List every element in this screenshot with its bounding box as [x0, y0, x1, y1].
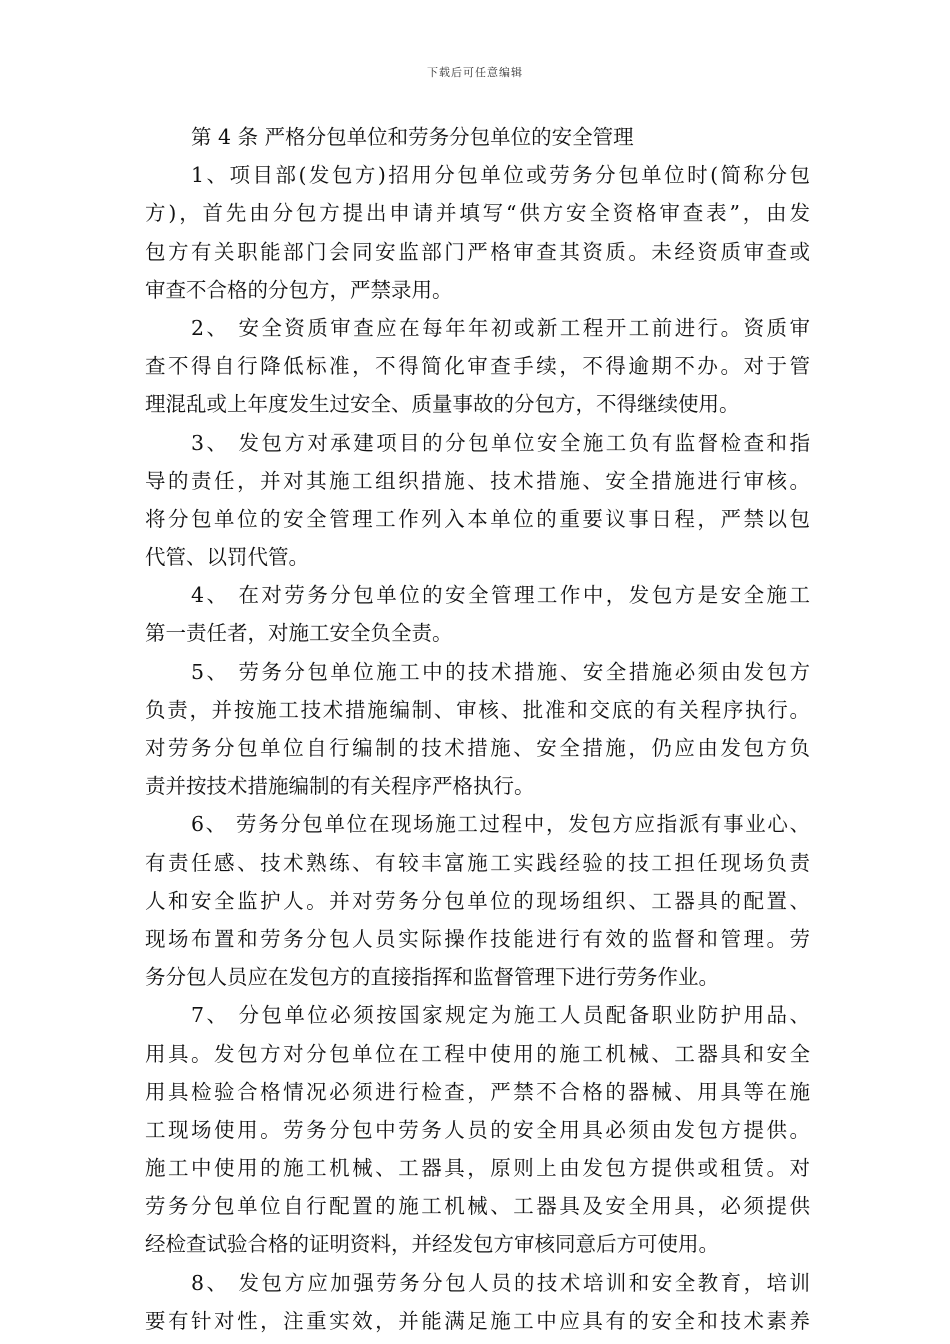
- header-note: 下载后可任意编辑: [427, 66, 523, 79]
- text-line: 对劳务分包单位自行编制的技术措施、安全措施，仍应由发包方负: [145, 736, 810, 760]
- text-line: 责并按技术措施编制的有关程序严格执行。: [145, 774, 535, 799]
- text-line: 务分包人员应在发包方的直接指挥和监督管理下进行劳务作业。: [145, 965, 719, 990]
- text-line: 要有针对性，注重实效，并能满足施工中应具有的安全和技术素养: [145, 1308, 810, 1333]
- text-line: 方)，首先由分包方提出申请并填写“供方安全资格审查表”，由发: [145, 201, 810, 226]
- text-line: 施工中使用的施工机械、工器具，原则上由发包方提供或租赁。对: [145, 1156, 810, 1181]
- text-line: 审查不合格的分包方，严禁录用。: [145, 277, 453, 302]
- text-line: 6、 劳务分包单位在现场施工过程中，发包方应指派有事业心、: [191, 812, 810, 837]
- text-line: 3、 发包方对承建项目的分包单位安全施工负有监督检查和指: [191, 430, 810, 455]
- text-line: 用具。发包方对分包单位在工程中使用的施工机械、工器具和安全: [145, 1041, 810, 1066]
- text-line: 现场布置和劳务分包人员实际操作技能进行有效的监督和管理。劳: [145, 926, 810, 951]
- text-line: 代管、以罚代管。: [145, 545, 309, 570]
- text-line: 负责，并按施工技术措施编制、审核、批准和交底的有关程序执行。: [145, 697, 810, 722]
- text-line: 导的责任，并对其施工组织措施、技术措施、安全措施进行审核。: [145, 468, 810, 493]
- document-body: [145, 118, 810, 1340]
- text-line: 5、 劳务分包单位施工中的技术措施、安全措施必须由发包方: [191, 659, 810, 684]
- text-line: 2、 安全资质审查应在每年年初或新工程开工前进行。资质审: [191, 315, 810, 340]
- text-line: 劳务分包单位自行配置的施工机械、工器具及安全用具，必须提供: [145, 1194, 810, 1219]
- text-line: 将分包单位的安全管理工作列入本单位的重要议事日程，严禁以包: [145, 506, 810, 531]
- text-line: 有责任感、技术熟练、有较丰富施工实践经验的技工担任现场负责: [145, 850, 810, 875]
- text-line: 用具检验合格情况必须进行检查，严禁不合格的器械、用具等在施: [145, 1079, 810, 1104]
- text-line: 7、 分包单位必须按国家规定为施工人员配备职业防护用品、: [191, 1003, 810, 1028]
- text-line: 工现场使用。劳务分包中劳务人员的安全用具必须由发包方提供。: [145, 1117, 810, 1142]
- text-line: 包方有关职能部门会同安监部门严格审查其资质。未经资质审查或: [145, 239, 810, 264]
- text-line: 人和安全监护人。并对劳务分包单位的现场组织、工器具的配置、: [145, 888, 810, 913]
- text-line: 1、项目部(发包方)招用分包单位或劳务分包单位时(简称分包: [191, 163, 810, 188]
- text-line: 第一责任者，对施工安全负全责。: [145, 621, 453, 646]
- text-line: 第 4 条 严格分包单位和劳务分包单位的安全管理: [191, 125, 634, 149]
- text-line: 8、 发包方应加强劳务分包人员的技术培训和安全教育，培训: [191, 1270, 810, 1295]
- text-line: 查不得自行降低标准，不得简化审查手续，不得逾期不办。对于管: [145, 354, 810, 379]
- text-line: 经检查试验合格的证明资料，并经发包方审核同意后方可使用。: [145, 1232, 719, 1257]
- text-line: 4、 在对劳务分包单位的安全管理工作中，发包方是安全施工: [191, 583, 810, 608]
- text-line: 理混乱或上年度发生过安全、质量事故的分包方，不得继续使用。: [145, 392, 740, 417]
